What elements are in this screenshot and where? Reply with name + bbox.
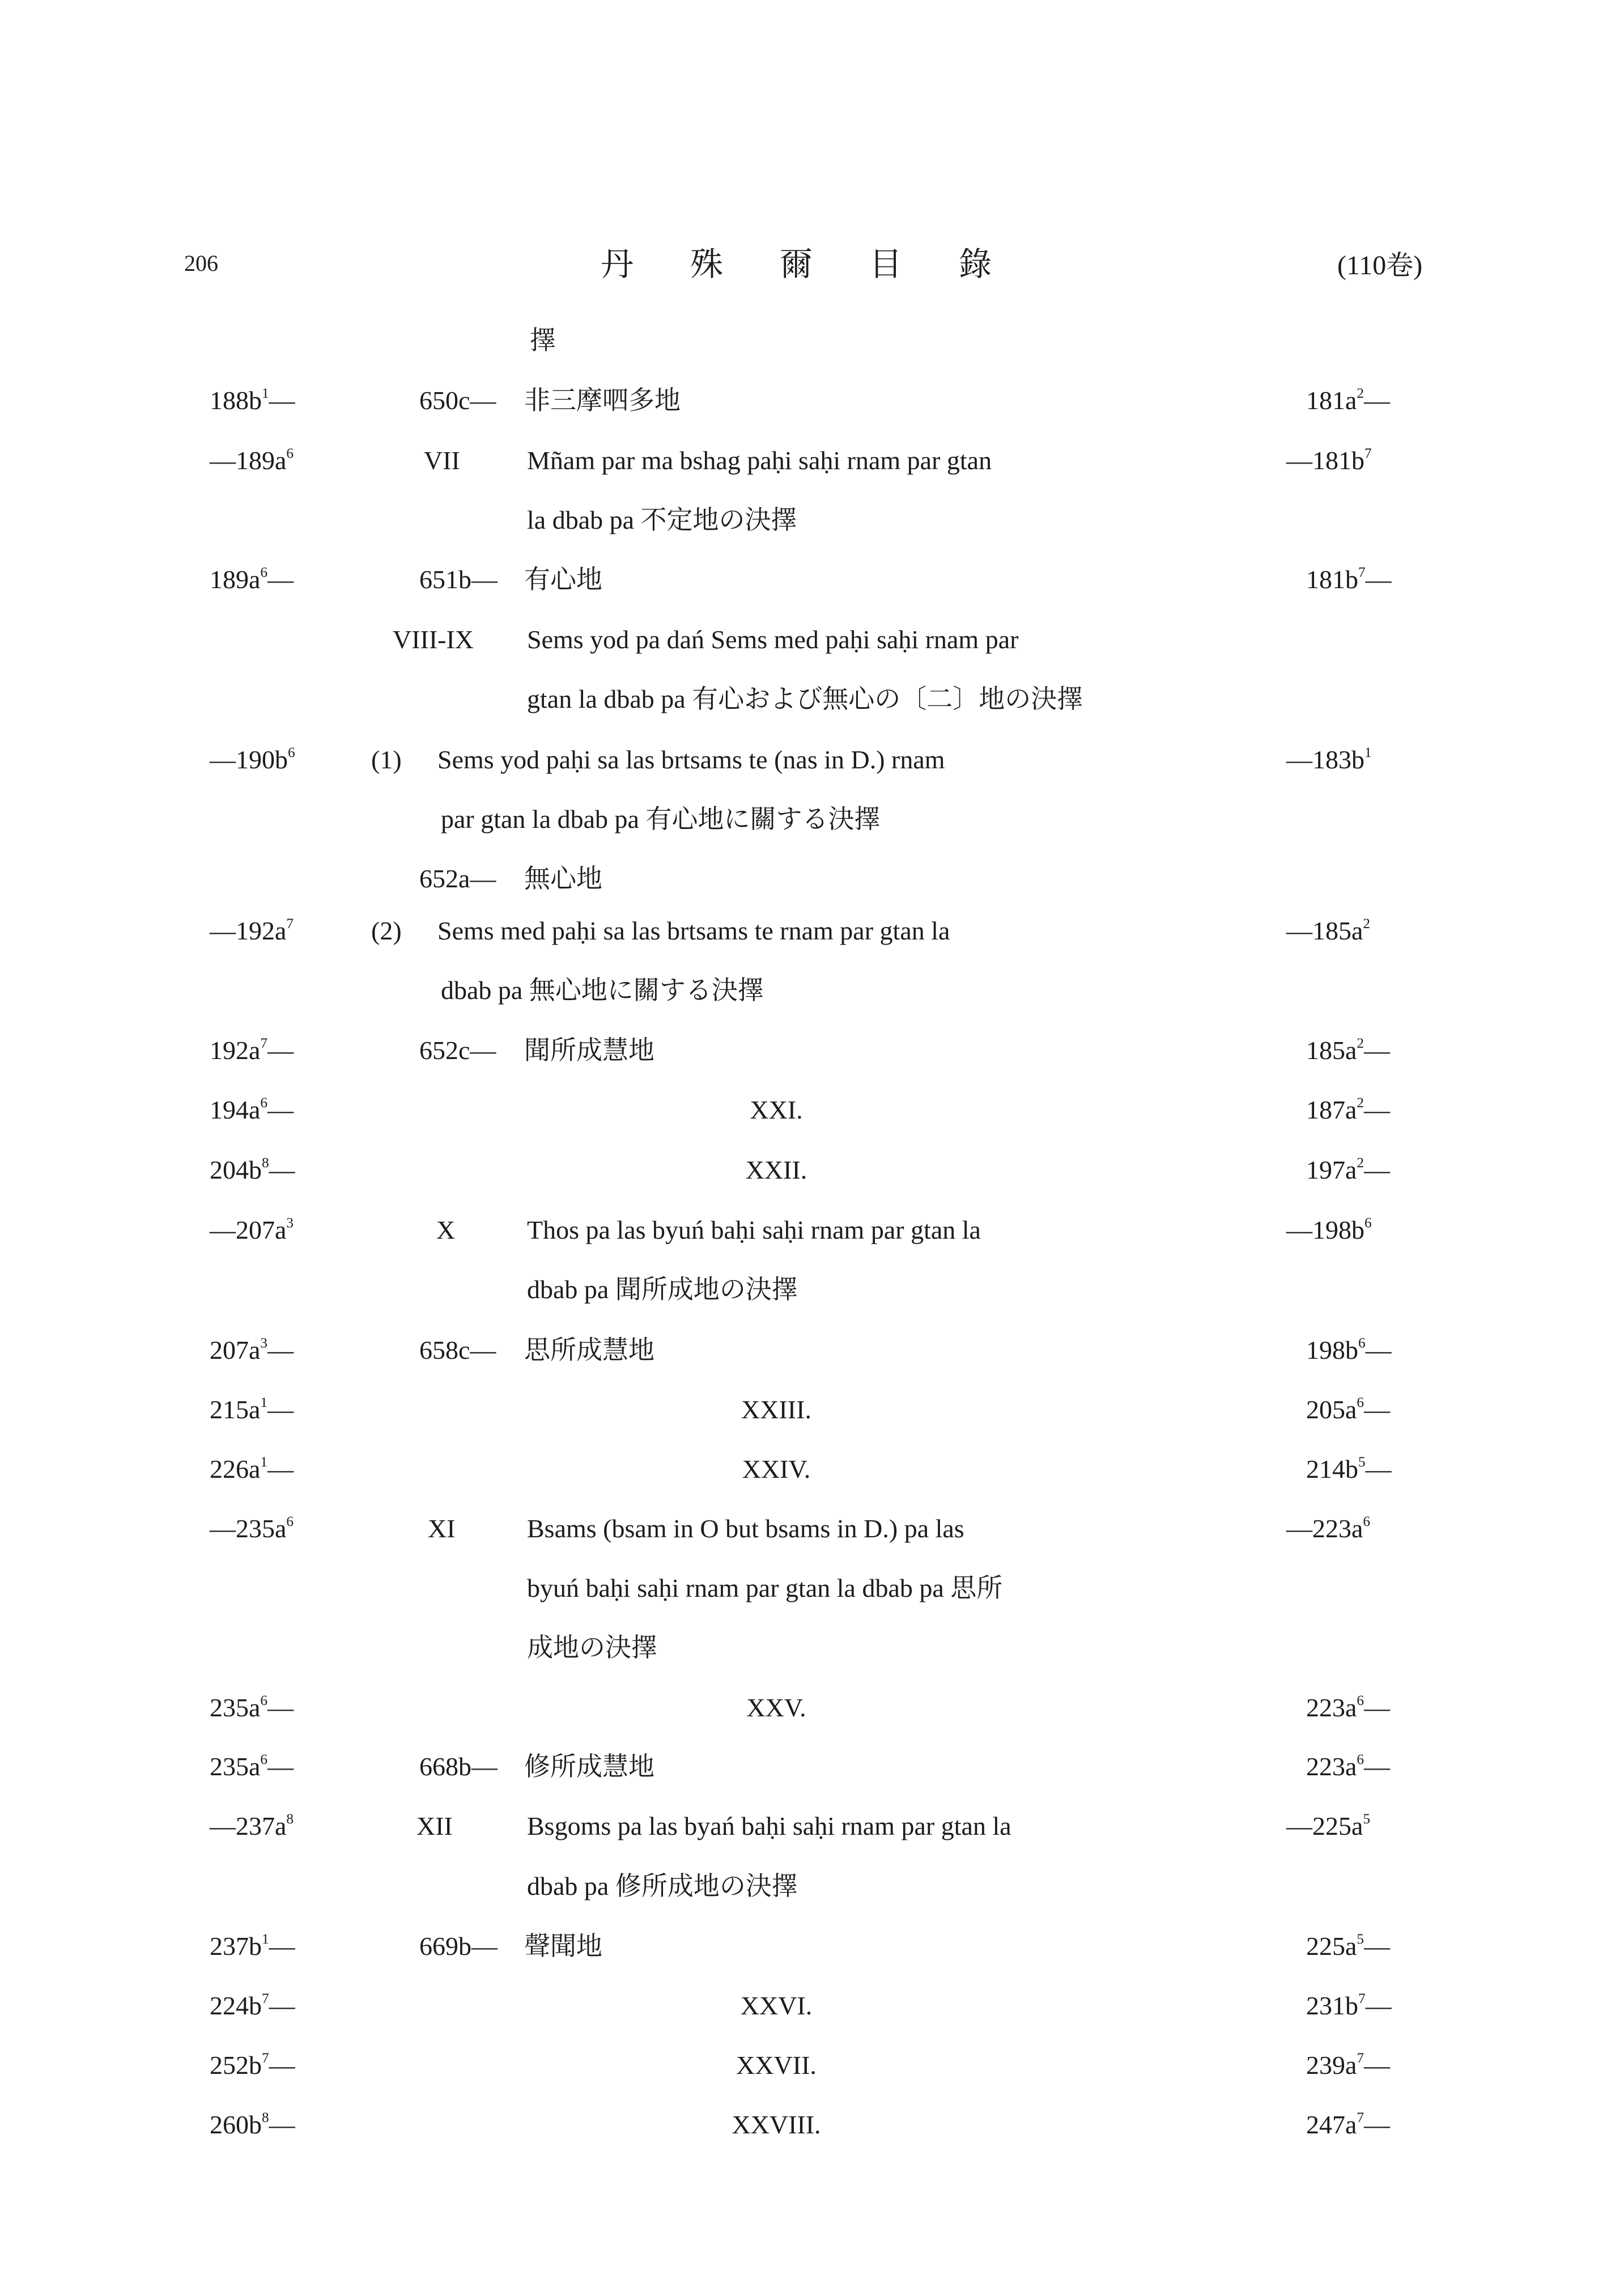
section-number: XXIII. (741, 1395, 811, 1424)
ref-middle: (2) (371, 916, 402, 945)
section-number: XXVI. (740, 1991, 813, 2020)
entry-text: Bsams (bsam in O but bsams in D.) pa las (527, 1514, 964, 1543)
entry-text: Sems med paḥi sa las brtsams te rnam par gtan la (437, 916, 950, 945)
ref-left: $252b^7—$ (210, 2050, 295, 2080)
entry-text: 思所成慧地 (524, 1336, 654, 1364)
ref-middle: 652c— (419, 1036, 496, 1065)
section-number: XXVIII. (732, 2110, 821, 2139)
entry-text: 非三摩呬多地 (524, 386, 681, 415)
ref-right: $187a^2—$ (1306, 1094, 1391, 1124)
ref-middle: 650c— (419, 386, 496, 415)
ref-middle: 668b— (419, 1752, 498, 1781)
ref-left: $215a^1—$ (210, 1394, 294, 1424)
entry-text: 擇 (530, 326, 556, 355)
entry-text: Sems yod paḥi sa las brtsams te (nas in D.) rnam (437, 745, 945, 774)
entry-text: Bsgoms pa las byań baḥi saḥi rnam par gtan la (527, 1812, 1011, 1840)
ref-right: $247a^7—$ (1306, 2109, 1391, 2139)
ref-right: $198b^6—$ (1306, 1334, 1392, 1364)
ref-left: $188b^1—$ (210, 385, 295, 415)
ref-right: $—225a^5$ (1286, 1810, 1371, 1840)
ref-left: $224b^7—$ (210, 1990, 295, 2020)
ref-right: $—223a^6$ (1286, 1513, 1371, 1543)
ref-left: $237b^1—$ (210, 1931, 295, 1961)
entry-text: byuń baḥi saḥi rnam par gtan la dbab pa 思所 (527, 1574, 1003, 1602)
ref-right: $185a^2—$ (1306, 1035, 1391, 1065)
ref-right: $181a^2—$ (1306, 385, 1391, 415)
ref-left: $235a^6—$ (210, 1751, 294, 1781)
entry-text: la dbab pa 不定地の決擇 (527, 505, 797, 534)
ref-left: $194a^6—$ (210, 1094, 294, 1124)
section-number: XXIV. (742, 1455, 811, 1483)
entry-text: dbab pa 聞所成地の決擇 (527, 1275, 798, 1304)
ref-middle: (1) (371, 745, 402, 774)
section-number: XXI. (750, 1095, 803, 1124)
ref-middle: 651b— (419, 565, 498, 594)
ref-middle: 658c— (419, 1336, 496, 1364)
entry-text: 修所成慧地 (524, 1752, 654, 1781)
ref-right: $205a^6—$ (1306, 1394, 1391, 1424)
title-char: 目 (869, 246, 903, 283)
entry-text: Sems yod pa dań Sems med paḥi saḥi rnam par (527, 625, 1019, 654)
section-number: XXV. (746, 1693, 806, 1722)
ref-middle: XII (416, 1812, 453, 1840)
ref-right: $—181b^7$ (1286, 445, 1372, 475)
ref-left: $204b^8—$ (210, 1154, 295, 1184)
ref-middle: XI (428, 1514, 456, 1543)
ref-middle: 652a— (419, 864, 496, 893)
running-title (572, 248, 1020, 281)
entry-text: 無心地 (524, 864, 602, 893)
entry-text: gtan la dbab pa 有心および無心の〔二〕地の決擇 (527, 684, 1083, 713)
entry-text: 有心地 (524, 565, 602, 594)
entry-text: Thos pa las byuń baḥi saḥi rnam par gtan la (527, 1215, 981, 1244)
title-char: 丹 (601, 246, 634, 283)
ref-right: $239a^7—$ (1306, 2050, 1391, 2080)
ref-left: $192a^7—$ (210, 1035, 294, 1065)
ref-right: $214b^5—$ (1306, 1453, 1392, 1483)
ref-left: $—235a^6$ (210, 1513, 294, 1543)
entry-text: 聲聞地 (524, 1932, 602, 1961)
ref-right: $197a^2—$ (1306, 1154, 1391, 1184)
ref-left: $—192a^7$ (210, 915, 294, 945)
entry-text: dbab pa 修所成地の決擇 (527, 1872, 798, 1900)
entry-text: Mñam par ma bshag paḥi saḥi rnam par gtan (527, 446, 992, 475)
ref-left: $—190b^6$ (210, 744, 295, 774)
ref-left: $235a^6—$ (210, 1692, 294, 1722)
ref-right: $—198b^6$ (1286, 1214, 1372, 1244)
page-number: 206 (184, 250, 218, 276)
ref-right: $223a^6—$ (1306, 1751, 1391, 1781)
ref-right: $223a^6—$ (1306, 1692, 1391, 1722)
ref-right: $—183b^1$ (1286, 744, 1372, 774)
ref-right: $231b^7—$ (1306, 1990, 1392, 2020)
title-char: 爾 (780, 246, 813, 283)
ref-left: $—237a^8$ (210, 1810, 294, 1840)
ref-right: $225a^5—$ (1306, 1931, 1391, 1961)
ref-left: $207a^3—$ (210, 1334, 294, 1364)
volume-label: (110卷) (1337, 250, 1423, 280)
section-number: XXVII. (736, 2051, 817, 2080)
entry-text: dbab pa 無心地に關する決擇 (441, 976, 764, 1005)
ref-left: $—207a^3$ (210, 1214, 294, 1244)
ref-left: $260b^8—$ (210, 2109, 295, 2139)
ref-left: $—189a^6$ (210, 445, 294, 475)
title-char: 錄 (959, 246, 992, 283)
entry-text: par gtan la dbab pa 有心地に關する決擇 (441, 805, 881, 834)
ref-middle: VIII-IX (393, 625, 474, 654)
ref-middle: 669b— (419, 1932, 498, 1961)
ref-right: $—185a^2$ (1286, 915, 1371, 945)
ref-left: $226a^1—$ (210, 1453, 294, 1483)
title-char: 殊 (690, 246, 724, 283)
ref-left: $189a^6—$ (210, 564, 294, 594)
ref-right: $181b^7—$ (1306, 564, 1392, 594)
ref-middle: X (436, 1215, 456, 1244)
ref-middle: VII (424, 446, 460, 475)
entry-text: 聞所成慧地 (524, 1036, 654, 1065)
section-number: XXII. (745, 1155, 807, 1184)
entry-text: 成地の決擇 (527, 1633, 657, 1662)
